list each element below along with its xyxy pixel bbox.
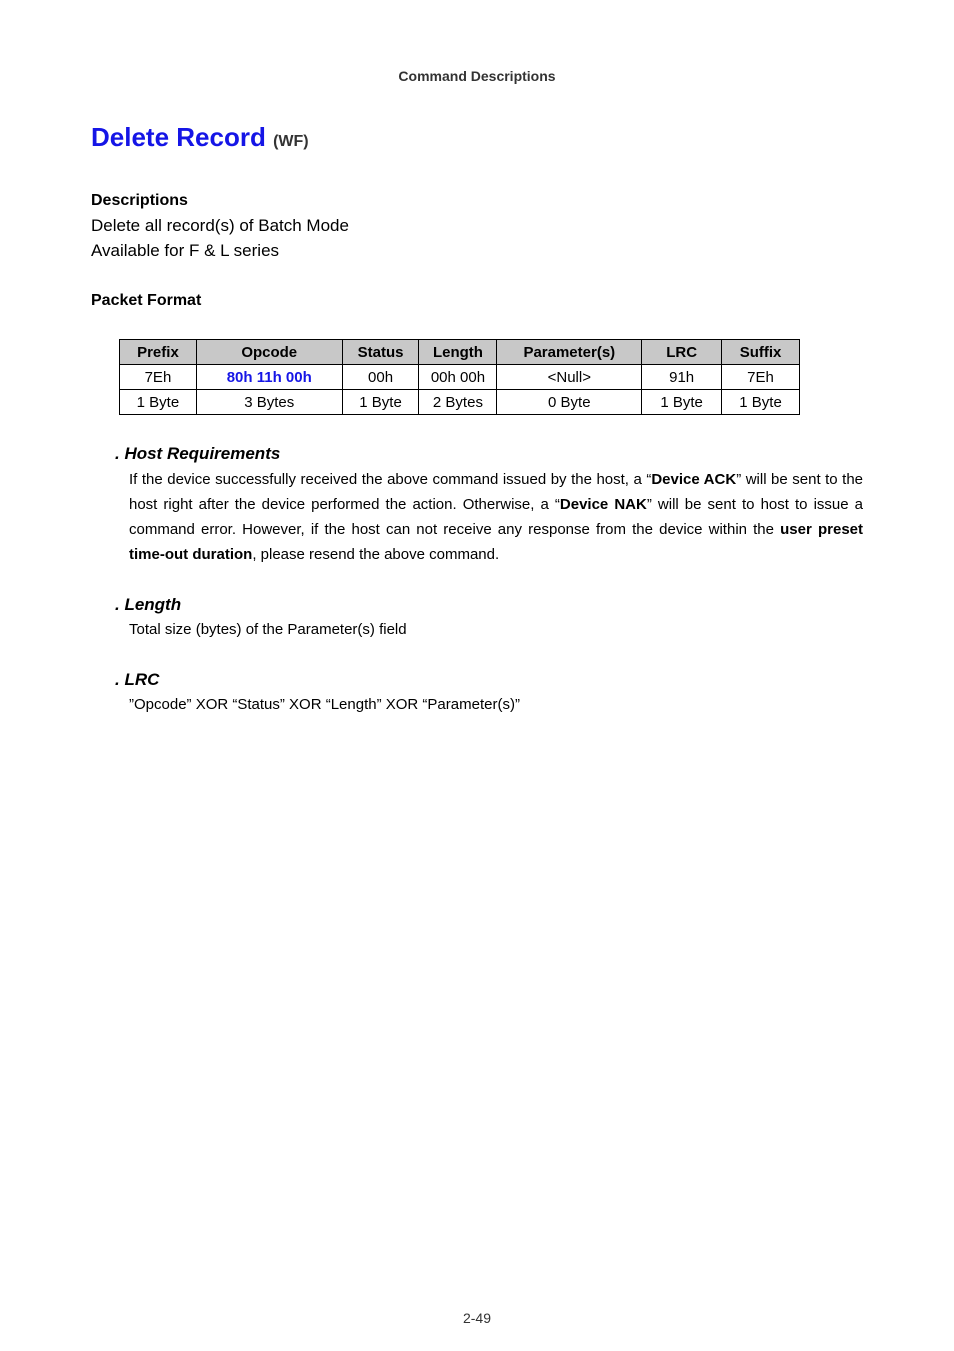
- table-cell: 7Eh: [120, 365, 197, 390]
- column-header: Opcode: [196, 340, 342, 365]
- table-cell: 1 Byte: [342, 390, 419, 415]
- device-ack-term: Device ACK: [651, 471, 737, 488]
- packet-format-heading: Packet Format: [91, 292, 202, 309]
- table-cell: 7Eh: [722, 365, 800, 390]
- table-header-row: [120, 340, 800, 365]
- table-cell: <Null>: [497, 365, 642, 390]
- running-header: Command Descriptions: [398, 68, 556, 84]
- column-header: Parameter(s): [497, 340, 642, 365]
- column-header: Prefix: [120, 340, 197, 365]
- table-cell: 00h 00h: [419, 365, 497, 390]
- column-header: Length: [419, 340, 497, 365]
- table-row: [120, 365, 800, 390]
- description-line-1: Delete all record(s) of Batch Mode: [91, 216, 349, 235]
- length-heading: . Length: [115, 595, 182, 614]
- table-row: [120, 390, 800, 415]
- column-header: Suffix: [722, 340, 800, 365]
- text-run: , please resend the above command.: [252, 546, 500, 563]
- host-requirements-paragraph: [129, 467, 863, 567]
- table-cell: 0 Byte: [497, 390, 642, 415]
- table-cell: 1 Byte: [120, 390, 197, 415]
- page-number: 2-49: [462, 1310, 492, 1326]
- lrc-heading: . LRC: [115, 670, 160, 689]
- table-cell: 3 Bytes: [196, 390, 342, 415]
- text-run: ” will be sent to host to issue a command error. However, if the host can not receive any response from the device within the: [129, 496, 863, 538]
- column-header: LRC: [642, 340, 722, 365]
- table-cell: 2 Bytes: [419, 390, 497, 415]
- length-description: Total size (bytes) of the Parameter(s) field: [129, 621, 407, 638]
- lrc-description: ”Opcode” XOR “Status” XOR “Length” XOR “Parameter(s)”: [129, 696, 520, 713]
- title-main: Delete Record: [91, 122, 266, 152]
- host-requirements-heading: . Host Requirements: [115, 444, 281, 463]
- description-line-2: Available for F & L series: [91, 241, 280, 260]
- descriptions-heading: Descriptions: [91, 192, 188, 209]
- timeout-term: user preset time-out duration: [129, 521, 863, 563]
- device-nak-term: Device NAK: [559, 496, 647, 513]
- packet-format-table: [119, 339, 800, 415]
- text-run: ” will be sent to the host right after the device performed the action. Otherwise, a “: [129, 471, 864, 513]
- column-header: Status: [342, 340, 419, 365]
- table-cell: 1 Byte: [642, 390, 722, 415]
- opcode-cell: 80h 11h 00h: [196, 365, 342, 390]
- text-run: If the device successfully received the above command issued by the host, a “: [129, 471, 652, 488]
- title-command-code: (WF): [273, 133, 309, 150]
- table-cell: 00h: [342, 365, 419, 390]
- table-cell: 91h: [642, 365, 722, 390]
- page-title: [91, 122, 309, 153]
- table-cell: 1 Byte: [722, 390, 800, 415]
